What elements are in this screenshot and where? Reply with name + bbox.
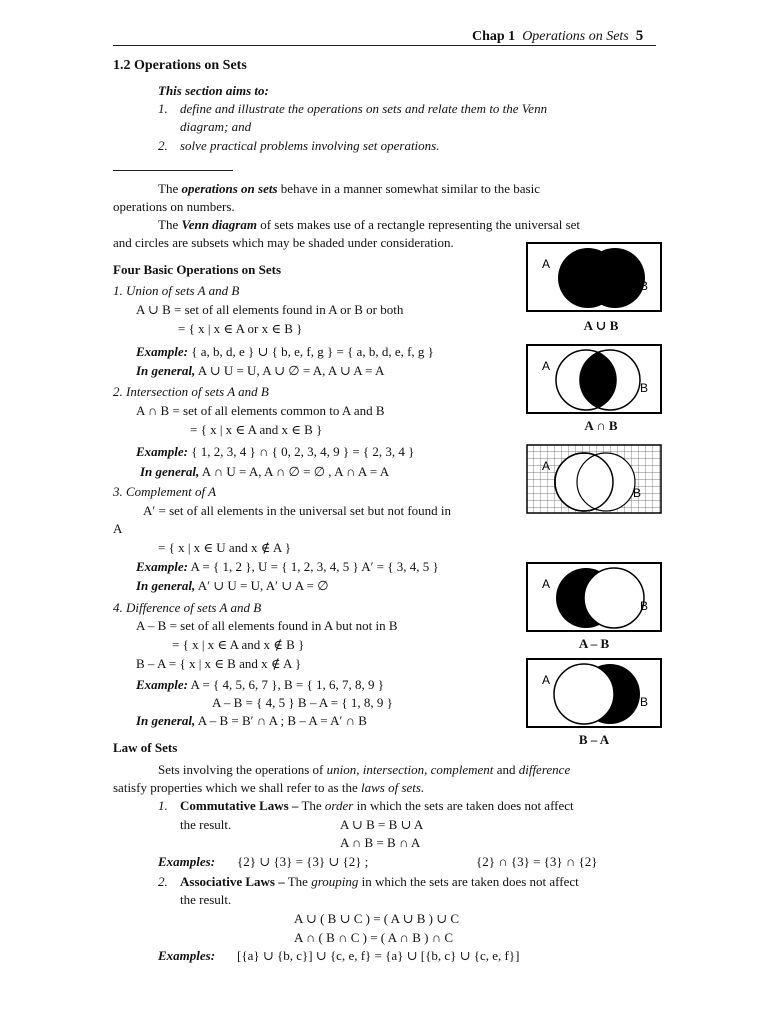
venn-b-minus-a	[526, 658, 662, 728]
complement-title: 3. Complement of A	[113, 484, 217, 499]
section-heading: 1.2 Operations on Sets	[113, 58, 247, 73]
venn-union-label-a: A	[542, 257, 551, 271]
assoc-eq2: A ∩ ( B ∩ C ) = ( A ∩ B ) ∩ C	[294, 930, 454, 945]
aim-2-num: 2.	[158, 138, 168, 153]
venn-intersection-label-a: A	[542, 359, 551, 373]
complement-set: = { x | x ∈ U and x ∉ A }	[158, 540, 292, 555]
union-title: 1. Union of sets A and B	[113, 283, 240, 298]
venn-b-minus-a-caption: B – A	[578, 732, 610, 747]
intersection-set: = { x | x ∈ A and x ∈ B }	[190, 422, 323, 437]
laws-intro-line2: satisfy properties which we shall refer to as the laws of sets.	[113, 780, 425, 795]
four-ops-heading: Four Basic Operations on Sets	[113, 262, 282, 277]
complement-def2: A	[113, 521, 123, 536]
assoc-eq1: A ∪ ( B ∪ C ) = ( A ∪ B ) ∪ C	[294, 911, 460, 926]
aim-1-num: 1.	[158, 101, 168, 116]
assoc-ex-label: Examples:	[158, 948, 216, 963]
difference-title: 4. Difference of sets A and B	[113, 600, 262, 615]
comm-line2: the result.	[180, 817, 232, 832]
venn-a-minus-b-caption: A – B	[578, 636, 610, 651]
comm-ex2: {2} ∩ {3} = {3} ∩ {2}	[476, 854, 598, 869]
section-divider	[113, 170, 233, 171]
venn-a-minus-b	[526, 562, 662, 632]
venn-union-caption: A ∪ B	[583, 318, 619, 333]
aim-1-line2: diagram; and	[180, 119, 252, 134]
intro-p2-line2: and circles are subsets which may be shaded under consideration.	[113, 235, 454, 250]
assoc-text: Associative Laws – The grouping in which the sets are taken does not affect	[180, 874, 579, 889]
venn-intersection	[526, 344, 662, 414]
intro-p1: The operations on sets behave in a manner somewhat similar to the basic	[158, 181, 540, 196]
intersection-title: 2. Intersection of sets A and B	[113, 384, 269, 399]
aim-1-line1: define and illustrate the operations on sets and relate them to the Venn	[180, 101, 548, 116]
comm-eq1: A ∪ B = B ∪ A	[340, 817, 424, 832]
venn-a-minus-b-label-a: A	[542, 577, 551, 591]
difference-set: = { x | x ∈ A and x ∉ B }	[172, 637, 305, 652]
comm-eq2: A ∩ B = B ∩ A	[340, 835, 421, 850]
comm-ex-label: Examples:	[158, 854, 216, 869]
union-general: In general, A ∪ U = U, A ∪ ∅ = A, A ∪ A = A	[136, 363, 385, 378]
intersection-general: In general, A ∩ U = A, A ∩ ∅ = ∅ , A ∩ A = A	[140, 464, 390, 479]
laws-intro: Sets involving the operations of union, intersection, complement and difference	[158, 762, 571, 777]
complement-general: In general, A′ ∪ U = U, A′ ∪ A = ∅	[136, 578, 329, 593]
venn-complement	[526, 444, 662, 514]
difference-general: In general, A – B = B′ ∩ A ; B – A = A′ ∩ B	[136, 713, 367, 728]
venn-b-minus-a-label-a: A	[542, 673, 551, 687]
union-def: A ∪ B = set of all elements found in A or B or both	[136, 302, 404, 317]
venn-union-label-b: B	[640, 279, 649, 293]
comm-num: 1.	[158, 798, 168, 813]
intersection-def: A ∩ B = set of all elements common to A and B	[136, 403, 385, 418]
venn-a-minus-b-label-b: B	[640, 599, 649, 613]
header-page: 5	[635, 28, 644, 44]
intro-p1-line2: operations on numbers.	[113, 199, 235, 214]
assoc-line2: the result.	[180, 892, 232, 907]
page-header	[472, 28, 643, 45]
aims-title: This section aims to:	[158, 83, 269, 98]
intro-p2: The Venn diagram of sets makes use of a rectangle representing the universal set	[158, 217, 581, 232]
header-rule	[113, 45, 656, 46]
comm-text: Commutative Laws – The order in which the sets are taken does not affect	[180, 798, 574, 813]
venn-union	[526, 242, 662, 312]
header-title: Operations on Sets	[522, 29, 629, 44]
complement-def: A′ = set of all elements in the universal set but not found in	[143, 503, 452, 518]
venn-complement-label-a: A	[542, 459, 551, 473]
venn-complement-label-b: B	[633, 486, 642, 500]
union-example: Example: { a, b, d, e } ∪ { b, e, f, g } = { a, b, d, e, f, g }	[136, 344, 434, 359]
laws-heading: Law of Sets	[113, 740, 178, 755]
difference-example2: A – B = { 4, 5 } B – A = { 1, 8, 9 }	[212, 695, 393, 710]
union-set: = { x | x ∈ A or x ∈ B }	[178, 321, 303, 336]
header-chap: Chap 1	[472, 29, 516, 44]
assoc-num: 2.	[158, 874, 168, 889]
complement-example: Example: A = { 1, 2 }, U = { 1, 2, 3, 4, 5 } A′ = { 3, 4, 5 }	[136, 559, 439, 574]
difference-example: Example: A = { 4, 5, 6, 7 }, B = { 1, 6, 7, 8, 9 }	[136, 677, 384, 692]
comm-ex1: {2} ∪ {3} = {3} ∪ {2} ;	[237, 854, 369, 869]
venn-intersection-caption: A ∩ B	[584, 418, 618, 433]
venn-intersection-label-b: B	[640, 381, 649, 395]
difference-def: A – B = set of all elements found in A but not in B	[136, 618, 398, 633]
difference-set2: B – A = { x | x ∈ B and x ∉ A }	[136, 656, 302, 671]
assoc-ex1: [{a} ∪ {b, c}] ∪ {c, e, f} = {a} ∪ [{b, c} ∪ {c, e, f}]	[237, 948, 520, 963]
intersection-example: Example: { 1, 2, 3, 4 } ∩ { 0, 2, 3, 4, 9 } = { 2, 3, 4 }	[136, 444, 415, 459]
aim-2-line1: solve practical problems involving set operations.	[180, 138, 440, 153]
venn-b-minus-a-label-b: B	[640, 695, 649, 709]
